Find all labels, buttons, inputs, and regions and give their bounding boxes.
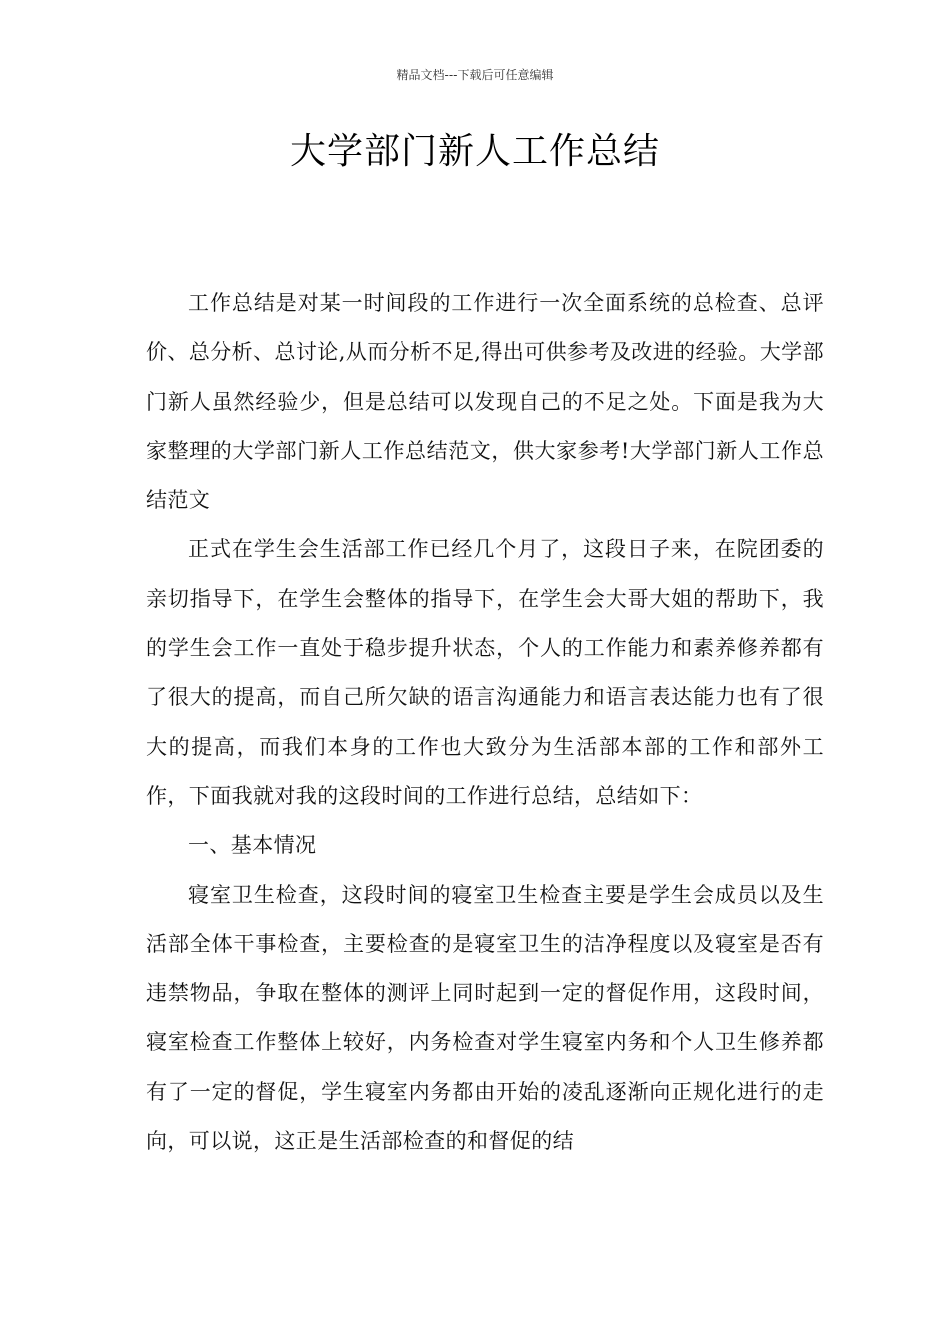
section-heading-basic-situation: 一、基本情况 xyxy=(188,833,317,858)
header-note: 精品文档---下载后可任意编辑 xyxy=(396,68,554,82)
paragraph-intro: 工作总结是对某一时间段的工作进行一次全面系统的总检查、总评价、总分析、总讨论,从而分析不足,得出可供参考及改进的经验。大学部门新人虽然经验少，但是总结可以发现自己的不足之处。下面是我为大家整理的大学部门新人工作总结范文，供大家参考!大学部门新人工作总结范文 xyxy=(146,291,824,513)
paragraph-dorm-inspection: 寝室卫生检查，这段时间的寝室卫生检查主要是学生会成员以及生活部全体干事检查，主要检查的是寝室卫生的洁净程度以及寝室是否有违禁物品，争取在整体的测评上同时起到一定的督促作用，这段时间，寝室检查工作整体上较好，内务检查对学生寝室内务和个人卫生修养都有了一定的督促，学生寝室内务都由开始的凌乱逐渐向正规化进行的走向，可以说，这正是生活部检查的和督促的结 xyxy=(146,882,824,1154)
document-body xyxy=(146,279,824,1166)
paragraph-overview: 正式在学生会生活部工作已经几个月了，这段日子来，在院团委的亲切指导下，在学生会整体的指导下，在学生会大哥大姐的帮助下，我的学生会工作一直处于稳步提升状态，个人的工作能力和素养修养都有了很大的提高，而自己所欠缺的语言沟通能力和语言表达能力也有了很大的提高，而我们本身的工作也大致分为生活部本部的工作和部外工作，下面我就对我的这段时间的工作进行总结，总结如下： xyxy=(146,537,824,808)
document-title: 大学部门新人工作总结 xyxy=(289,131,660,172)
